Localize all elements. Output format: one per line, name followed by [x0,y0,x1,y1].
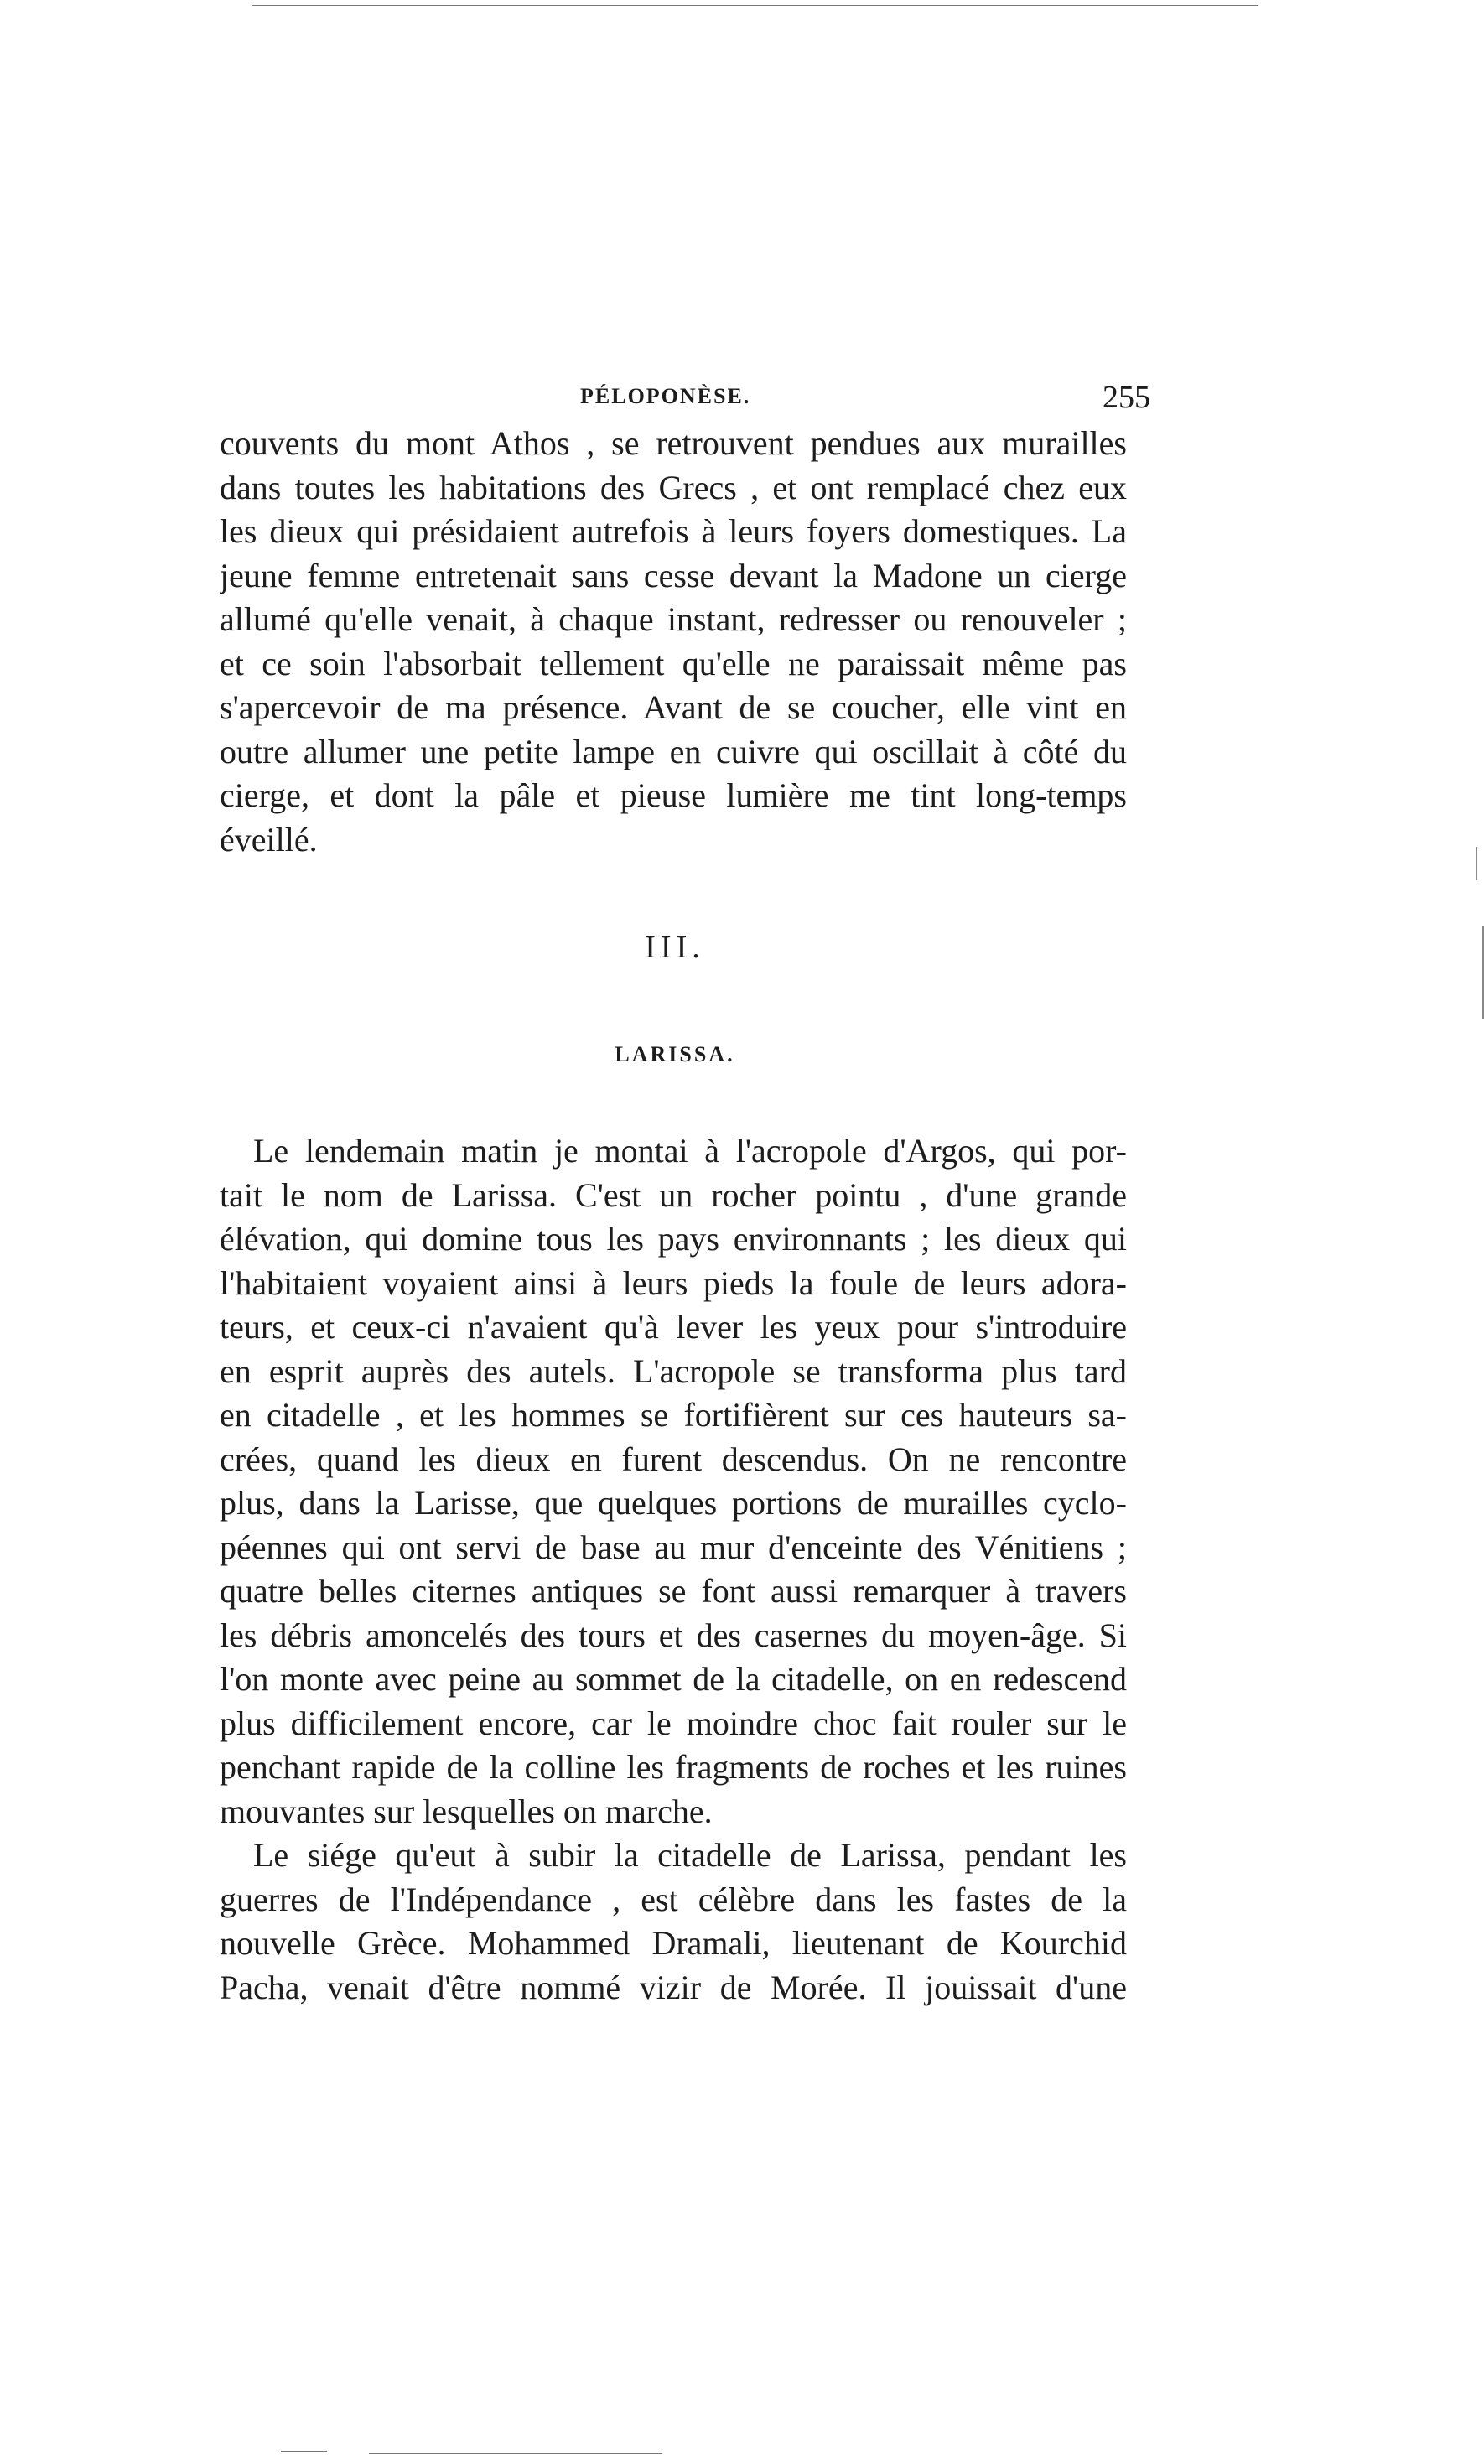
text-line: nouvelle Grèce. Mohammed Dramali, lieutenant de Kourchid [220,1924,1127,1962]
text-line: couvents du mont Athos , se retrouvent pendues aux murailles [220,424,1127,462]
text-line: teurs, et ceux-ci n'avaient qu'à lever les yeux pour s'introduire [220,1308,1127,1346]
text-line: cierge, et dont la pâle et pieuse lumière me tint long-temps [220,776,1127,814]
text-line: les débris amoncelés des tours et des casernes du moyen-âge. Si [220,1616,1127,1654]
text-line: guerres de l'Indépendance , est célèbre dans les fastes de la [220,1880,1127,1918]
paragraph-acropole [220,1129,1127,1834]
text-line: plus, dans la Larisse, que quelques portions de murailles cyclo- [220,1484,1127,1522]
running-head [220,379,1150,421]
bottom-edge-rule-right [369,2453,662,2454]
text-line: en citadelle , et les hommes se fortifièrent sur ces hauteurs sa- [220,1396,1127,1434]
text-line: jeune femme entretenait sans cesse devant la Madone un cierge [220,556,1127,594]
text-line: l'habitaient voyaient ainsi à leurs pieds la foule de leurs adora- [220,1263,1127,1302]
text-line: et ce soin l'absorbait tellement qu'elle ne paraissait même pas [220,644,1127,682]
text-line: Le lendemain matin je montai à l'acropole d'Argos, qui por- [253,1132,1127,1170]
text-line: Le siége qu'eut à subir la citadelle de Larissa, pendant les [253,1836,1127,1874]
text-line: l'on monte avec peine au sommet de la citadelle, on en redescend [220,1660,1127,1698]
text-line: plus difficilement encore, car le moindre choc fait rouler sur le [220,1704,1127,1742]
text-line: élévation, qui domine tous les pays environnants ; les dieux qui [220,1220,1127,1258]
paragraph-continued [220,422,1127,862]
text-line: allumé qu'elle venait, à chaque instant, redresser ou renouveler ; [220,600,1127,638]
section-title: LARISSA. [615,1042,735,1066]
text-line: Pacha, venait d'être nommé vizir de Morée. Il jouissait d'une [220,1968,1127,2006]
running-title: PÉLOPONÈSE. [580,384,751,408]
text-line: mouvantes sur lesquelles on marche. [220,1792,713,1830]
text-line: crées, quand les dieux en furent descendus. On ne rencontre [220,1439,1127,1478]
text-line: s'apercevoir de ma présence. Avant de se coucher, elle vint en [220,688,1127,726]
page-number: 255 [1103,380,1150,415]
text-line: tait le nom de Larissa. C'est un rocher pointu , d'une grande [220,1175,1127,1214]
top-edge-rule [252,5,1258,6]
text-line: en esprit auprès des autels. L'acropole se transforma plus tard [220,1351,1127,1390]
paragraph-siege [220,1834,1127,2010]
text-line: quatre belles citernes antiques se font aussi remarquer à travers [220,1572,1127,1610]
section-body [220,1129,1127,2010]
text-line: penchant rapide de la colline les fragments de roches et les ruines [220,1748,1127,1786]
margin-mark [1476,847,1477,880]
section-number: III. [645,930,705,965]
text-line: les dieux qui présidaient autrefois à leurs foyers domestiques. La [220,512,1127,550]
text-line: dans toutes les habitations des Grecs , et ont remplacé chez eux [220,468,1127,506]
text-line: éveillé. [220,820,318,859]
bottom-edge-rule-left [281,2451,327,2452]
text-line: outre allumer une petite lampe en cuivre qui oscillait à côté du [220,732,1127,770]
text-line: péennes qui ont servi de base au mur d'enceinte des Vénitiens ; [220,1528,1127,1566]
